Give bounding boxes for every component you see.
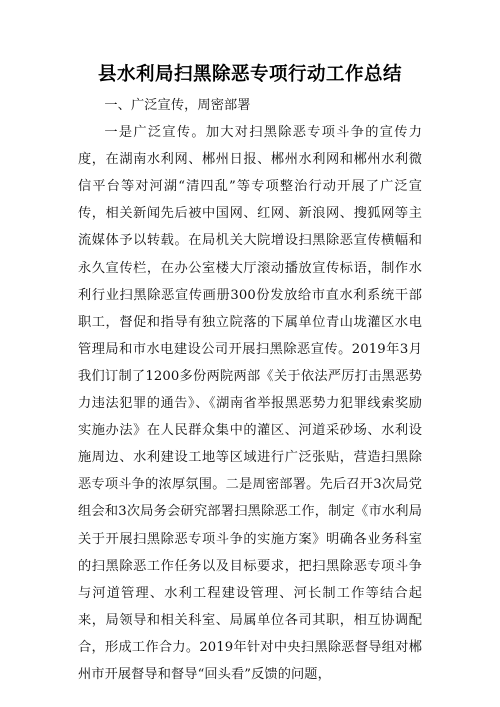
- section-heading: 一、广泛宣传，周密部署: [104, 98, 251, 113]
- document-title: 县水利局扫黑除恶专项行动工作总结: [97, 64, 402, 85]
- document-body: [78, 92, 422, 688]
- body-paragraph: 一是广泛宣传。加大对扫黑除恶专项斗争的宣传力度，在湖南水利网、郴州日报、郴州水利网和郴州水利微信平台等对河湖“清四乱”等专项整治行动开展了广泛宣传，相关新闻先后被中国网、红网、新浪网、搜狐网等主流媒体予以转载。在局机关大院增设扫黑除恶宣传横幅和永久宣传栏，在办公室楼大厅滚动播放宣传标语，制作水利行业扫黑除恶宣传画册300份发放给市直水利系统干部职工，督促和指导有独立院落的下属单位青山垅灌区水电管理局和市水电建设公司开展扫黑除恶宣传。2019年3月我们订制了1200多份两院两部《关于依法严厉打击黑恶势力违法犯罪的通告》、《湖南省举报黑恶势力犯罪线索奖励实施办法》在人民群众集中的灌区、河道采砂场、水利设施周边、水利建设工地等区域进行广泛张贴，营造扫黑除恶专项斗争的浓厚氛围。二是周密部署。先后召开3次局党组会和3次局务会研究部署扫黑除恶工作，制定《市水利局关于开展扫黑除恶专项斗争的实施方案》明确各业务科室的扫黑除恶工作任务以及目标要求，把扫黑除恶专项斗争与河道管理、水利工程建设管理、河长制工作等结合起来，局领导和相关科室、局属单位各司其职，相互协调配合，形成工作合力。2019年针对中央扫黑除恶督导组对郴州市开展督导和督导“回头看”反馈的问题，: [78, 125, 422, 682]
